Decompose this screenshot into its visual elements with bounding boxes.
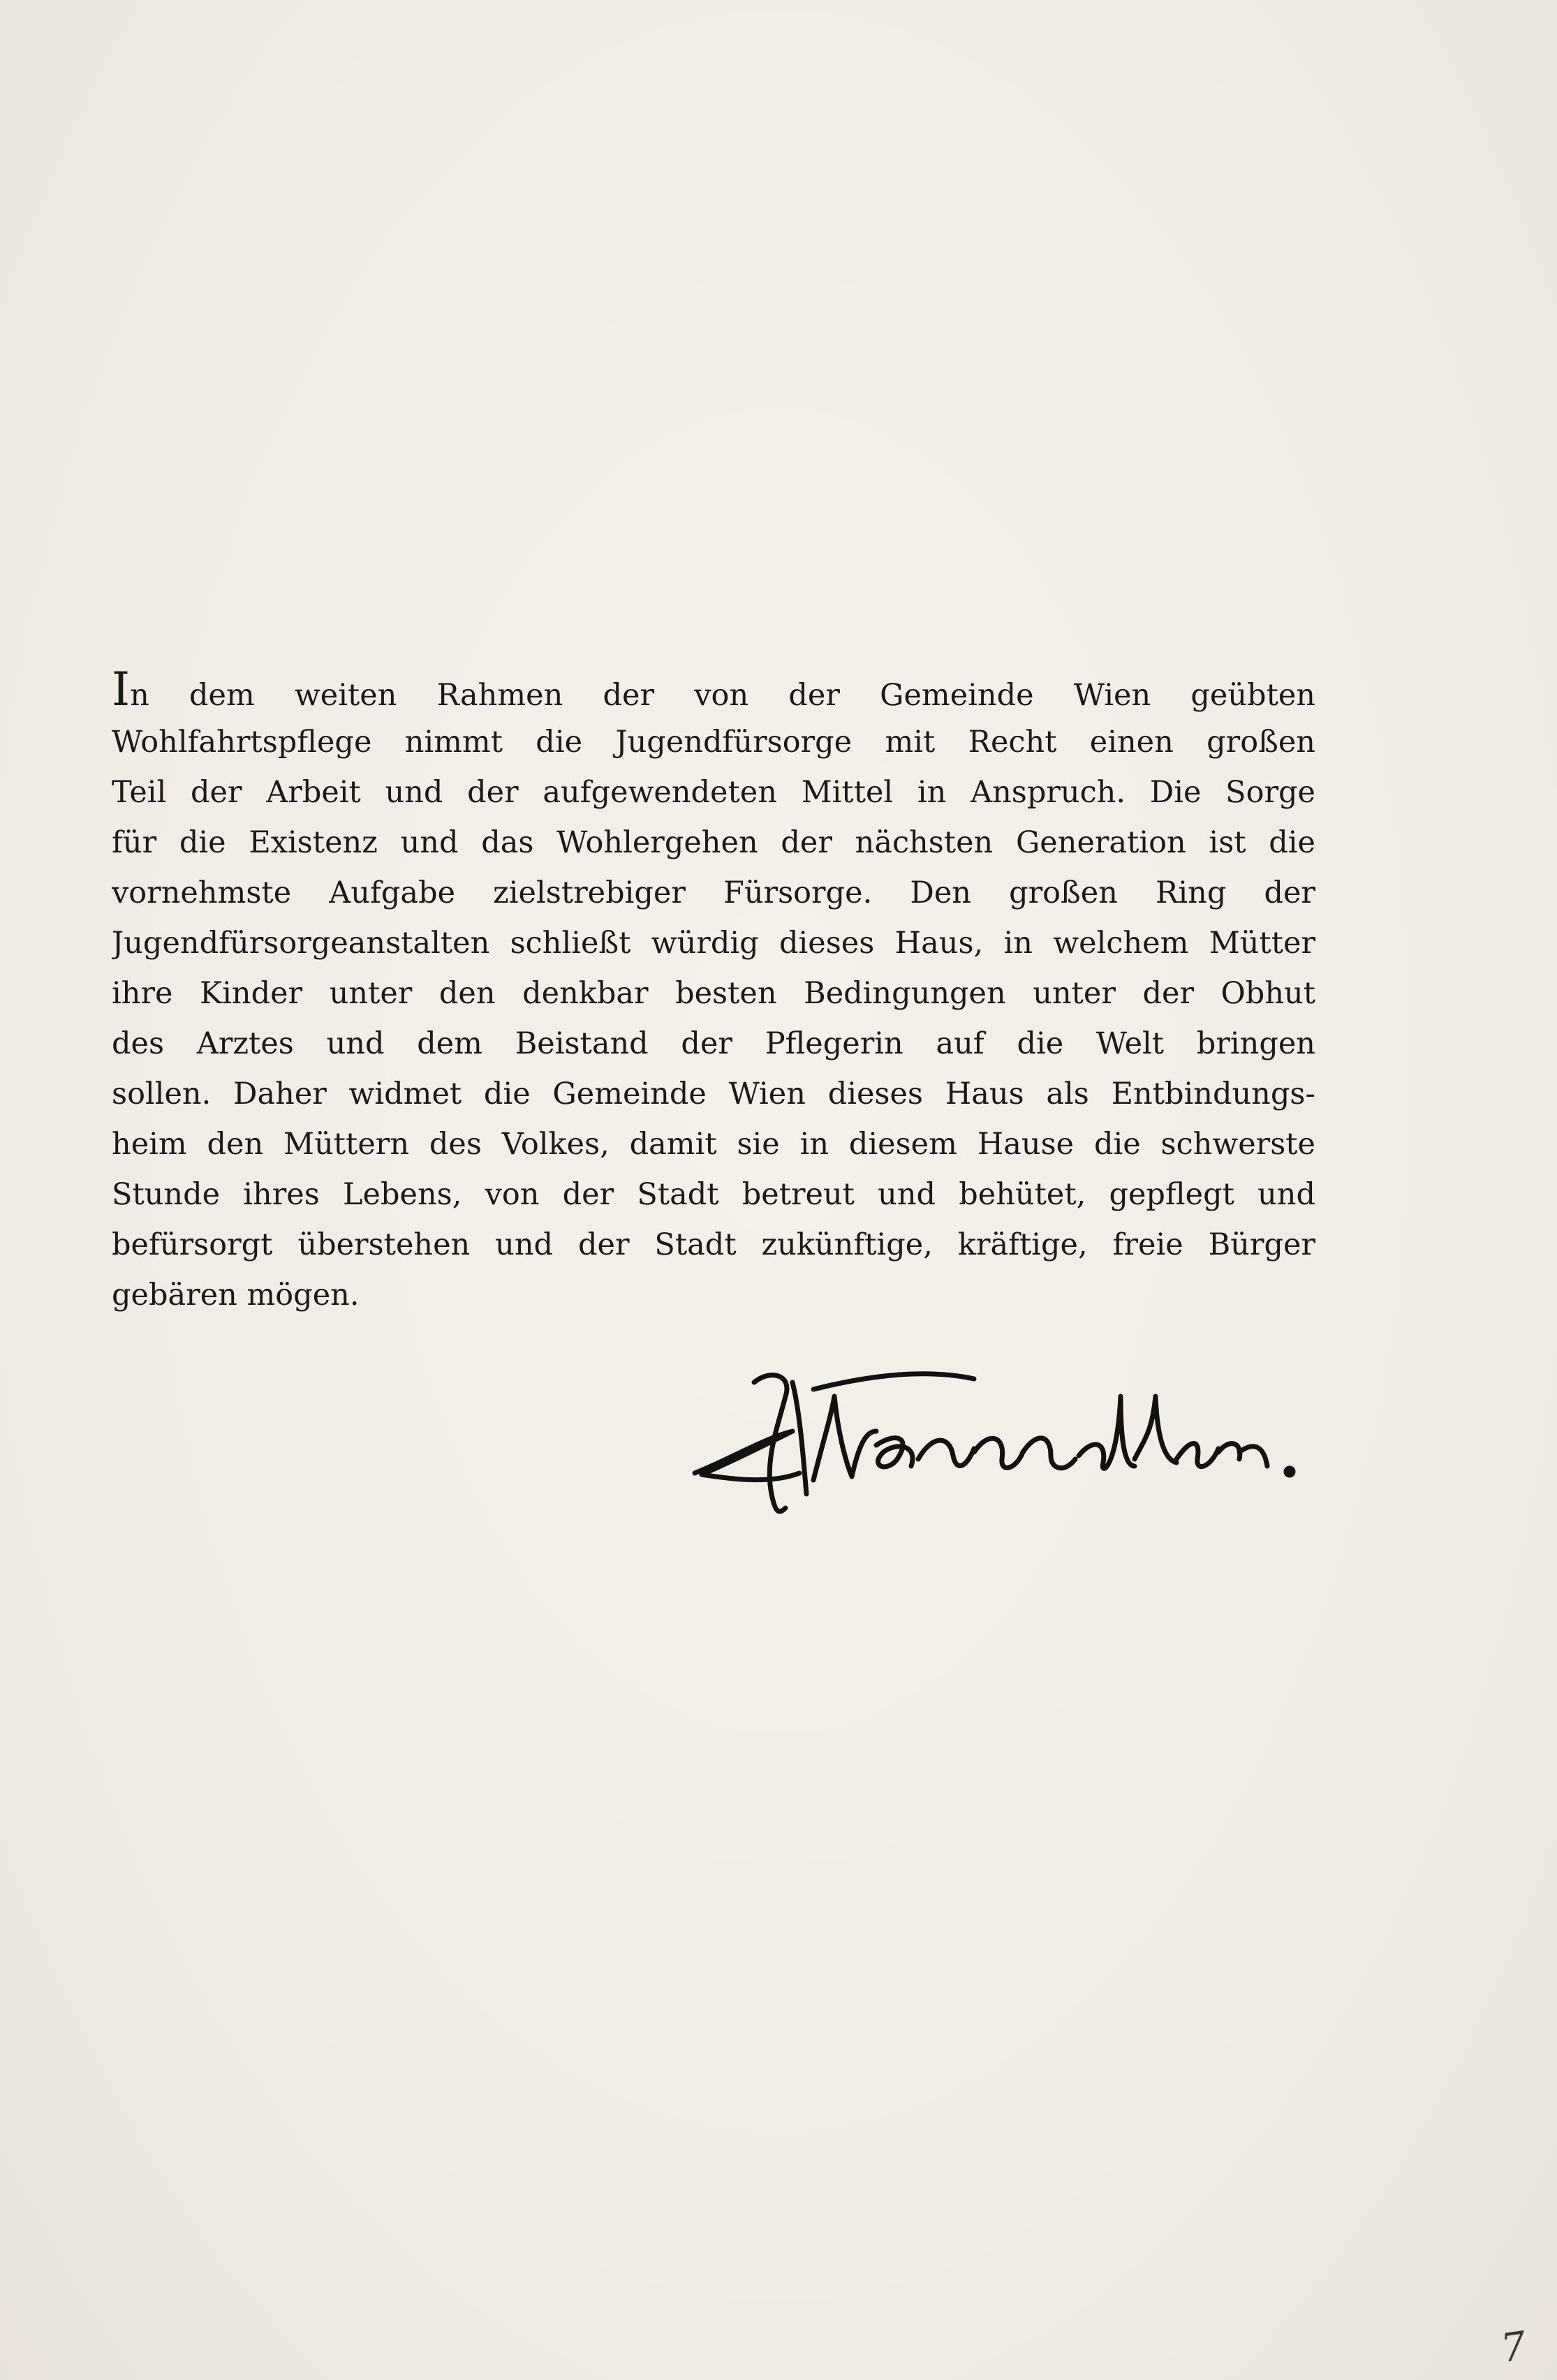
text-line-7: ihre Kinder unter den denkbar besten Bedingungen unter der Obhut (112, 976, 1315, 1011)
text-line-9: sollen. Daher widmet die Gemeinde Wien dieses Haus als Entbindungs- (112, 1077, 1315, 1111)
drop-initial: I (112, 667, 131, 716)
dedication-paragraph (112, 667, 1315, 1320)
text-line-8: des Arztes und dem Beistand der Pflegerin auf die Welt bringen (112, 1026, 1315, 1061)
text-line-1-rest: n dem weiten Rahmen der von der Gemeinde Wien geübten (130, 678, 1315, 713)
text-line-3: Teil der Arbeit und der aufgewendeten Mittel in Anspruch. Die Sorge (112, 775, 1315, 810)
text-line-13: gebären mögen. (112, 1278, 360, 1313)
text-line-4: für die Existenz und das Wohlergehen der nächsten Generation ist die (112, 825, 1315, 860)
text-line-5: vornehmste Aufgabe zielstrebiger Fürsorge. Den großen Ring der (112, 875, 1315, 910)
text-line-10: heim den Müttern des Volkes, damit sie in diesem Hause die schwerste (112, 1127, 1315, 1162)
text-line-6: Jugendfürsorgeanstalten schließt würdig dieses Haus, in welchem Mütter (112, 926, 1315, 961)
page-number: 7 (1498, 2323, 1529, 2372)
text-line-2: Wohlfahrtspflege nimmt die Jugendfürsorge mit Recht einen großen (112, 725, 1315, 760)
text-line-1 (112, 667, 1315, 717)
text-line-12: befürsorgt überstehen und der Stadt zukünftige, kräftige, freie Bürger (112, 1227, 1315, 1262)
handwritten-signature (688, 1354, 1316, 1522)
text-line-11: Stunde ihres Lebens, von der Stadt betreut und behütet, gepflegt und (112, 1177, 1315, 1212)
